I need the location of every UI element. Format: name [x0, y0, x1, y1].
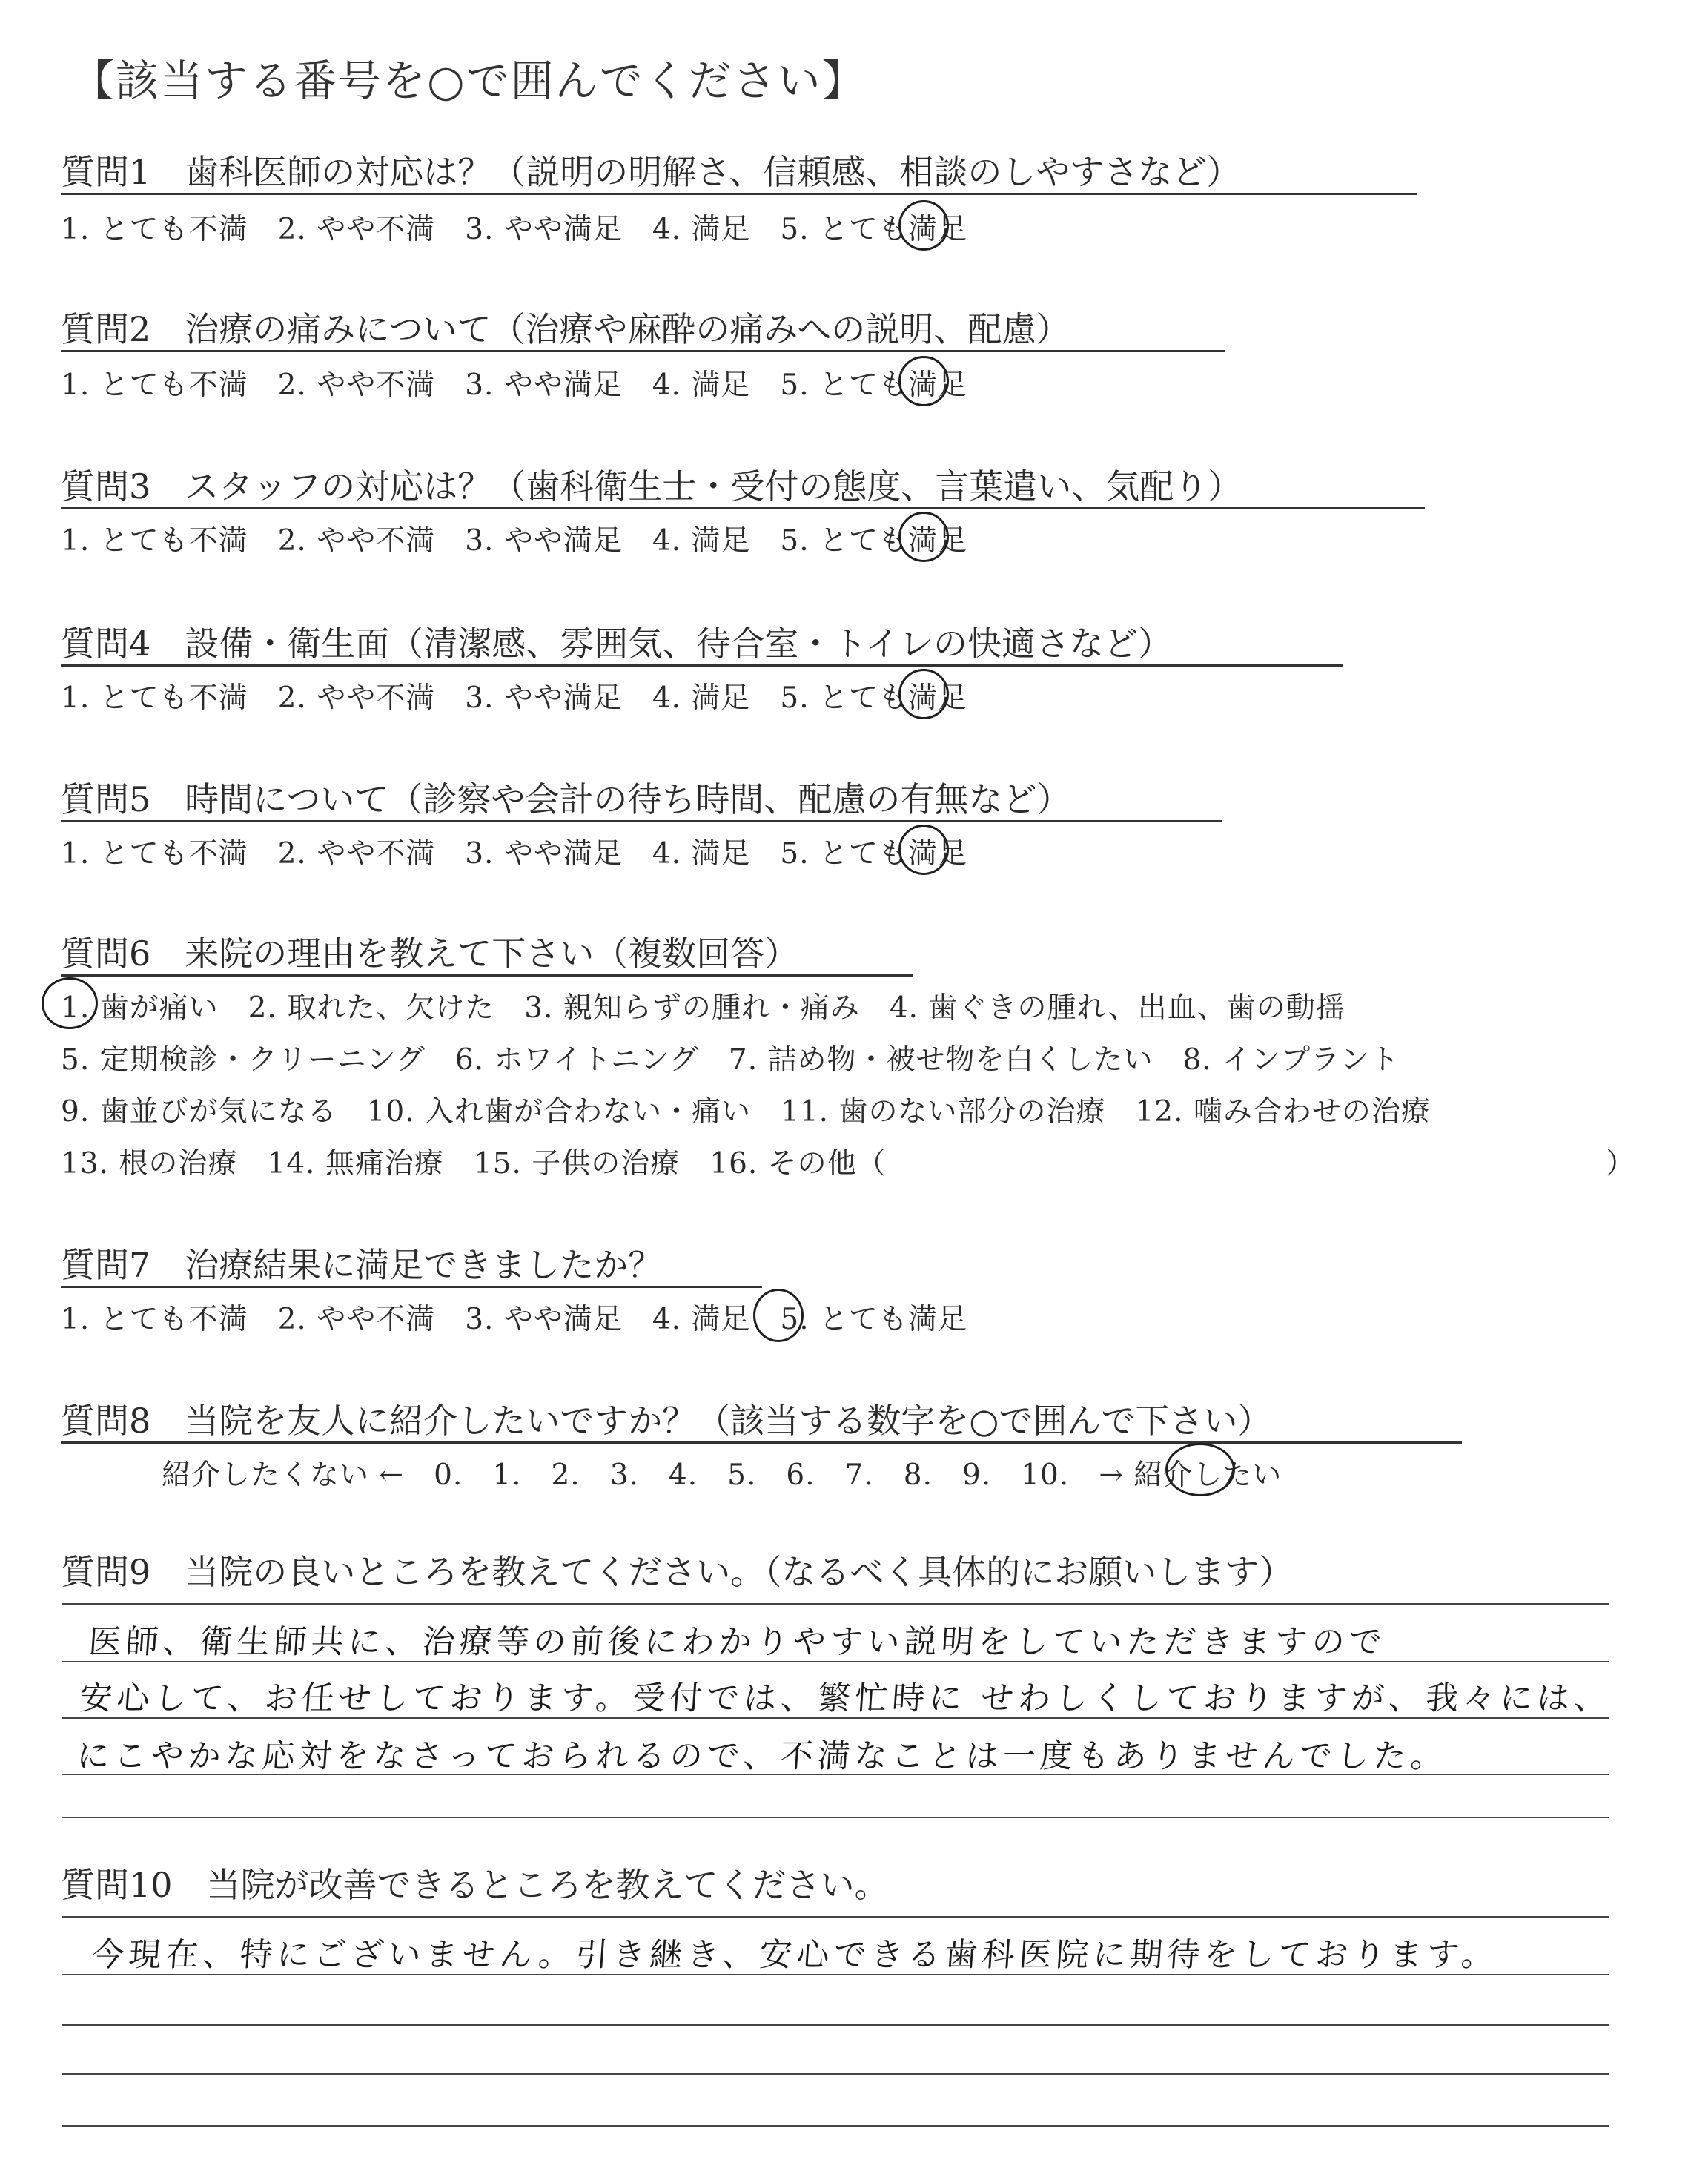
question-4-options: 1. とても不満 2. やや不満 3. やや満足 4. 満足 5. とても満足 — [61, 681, 968, 715]
question-6-options-row-1: 1. 歯が痛い 2. 取れた、欠けた 3. 親知らずの腫れ・痛み 4. 歯ぐきの腫れ、出血、歯の動揺 — [61, 991, 1345, 1025]
question-10-answer-line-1: 今現在、特にございません。引き継き、安心できる歯科医院に期待をしております。 — [90, 1936, 1500, 1974]
question-1-selected-circle — [898, 200, 949, 251]
question-6-options-row-4: 13. 根の治療 14. 無痛治療 15. 子供の治療 16. その他（ — [61, 1147, 887, 1180]
question-2-options: 1. とても不満 2. やや不満 3. やや満足 4. 満足 5. とても満足 — [61, 369, 968, 402]
question-10-answer-rule-3 — [62, 2024, 1609, 2026]
question-10-answer-rule-4 — [62, 2073, 1609, 2075]
question-3-underline — [61, 507, 1425, 509]
question-10-answer-rule-5 — [62, 2125, 1609, 2127]
question-6-options-row-2: 5. 定期検診・クリーニング 6. ホワイトニング 7. 詰め物・被せ物を白くしたい 8. インプラント — [61, 1043, 1400, 1077]
question-5-underline — [61, 820, 1222, 822]
question-9-answer-line-2: 安心して、お任せしております。受付では、繁忙時に せわしくしておりますが、我々には、 — [78, 1680, 1613, 1717]
question-6-other-close: ） — [1606, 1147, 1636, 1180]
question-6-label: 質問6 来院の理由を教えて下さい（複数回答） — [61, 934, 799, 974]
question-3-label: 質問3 スタッフの対応は？（歯科衛生士・受付の態度、言葉遣い、気配り） — [61, 466, 1242, 506]
question-8-underline — [61, 1441, 1462, 1444]
question-7-label: 質問7 治療結果に満足できましたか？ — [61, 1245, 663, 1285]
question-5-selected-circle — [898, 825, 949, 875]
question-9-answer-rule-5 — [62, 1817, 1609, 1818]
question-9-label: 質問9 当院の良いところを教えてください。（なるべく具体的にお願いします） — [61, 1552, 1294, 1592]
question-2-selected-circle — [898, 356, 949, 406]
question-6-selected-circle — [42, 977, 98, 1029]
question-9-answer-line-1: 医師、衛生師共に、治療等の前後にわかりやすい説明をしていただきますので — [87, 1623, 1388, 1661]
question-1-options: 1. とても不満 2. やや不満 3. やや満足 4. 満足 5. とても満足 — [61, 213, 968, 246]
question-10-answer-rule-1 — [62, 1916, 1609, 1918]
question-5-options: 1. とても不満 2. やや不満 3. やや満足 4. 満足 5. とても満足 — [61, 837, 968, 871]
question-6-options-row-3: 9. 歯並びが気になる 10. 入れ歯が合わない・痛い 11. 歯のない部分の治療 12. 噛み合わせの治療 — [61, 1095, 1431, 1129]
question-7-underline — [61, 1286, 762, 1288]
question-4-underline — [61, 664, 1343, 667]
question-3-selected-circle — [898, 512, 949, 562]
question-1-underline — [61, 193, 1417, 195]
question-3-options: 1. とても不満 2. やや不満 3. やや満足 4. 満足 5. とても満足 — [61, 524, 968, 558]
question-7-selected-circle — [753, 1289, 804, 1342]
question-9-answer-line-3: にこやかな応対をなさっておられるので、不満なことは一度もありませんでした。 — [75, 1737, 1449, 1775]
question-8-selected-circle — [1165, 1443, 1235, 1496]
question-8-label: 質問8 当院を友人に紹介したいですか？（該当する数字を○で囲んで下さい） — [61, 1401, 1272, 1441]
question-4-label: 質問4 設備・衛生面（清潔感、雰囲気、待合室・トイレの快適さなど） — [61, 624, 1172, 664]
question-2-underline — [61, 350, 1225, 352]
question-7-options: 1. とても不満 2. やや不満 3. やや満足 4. 満足 5. とても満足 — [61, 1303, 968, 1336]
question-2-label: 質問2 治療の痛みについて（治療や麻酔の痛みへの説明、配慮） — [61, 309, 1070, 349]
question-10-label: 質問10 当院が改善できるところを教えてください。 — [61, 1865, 889, 1905]
question-9-answer-rule-1 — [62, 1603, 1609, 1605]
question-6-underline — [61, 974, 913, 977]
question-8-scale: 紹介したくない ← 0. 1. 2. 3. 4. 5. 6. 7. 8. 9. 10. → 紹介したい — [162, 1459, 1282, 1492]
page-title: 【該当する番号を○で囲んでください】 — [71, 56, 867, 106]
question-1-label: 質問1 歯科医師の対応は？（説明の明解さ、信頼感、相談のしやすさなど） — [61, 152, 1241, 192]
question-5-label: 質問5 時間について（診察や会計の待ち時間、配慮の有無など） — [61, 779, 1071, 819]
question-4-selected-circle — [898, 669, 949, 719]
